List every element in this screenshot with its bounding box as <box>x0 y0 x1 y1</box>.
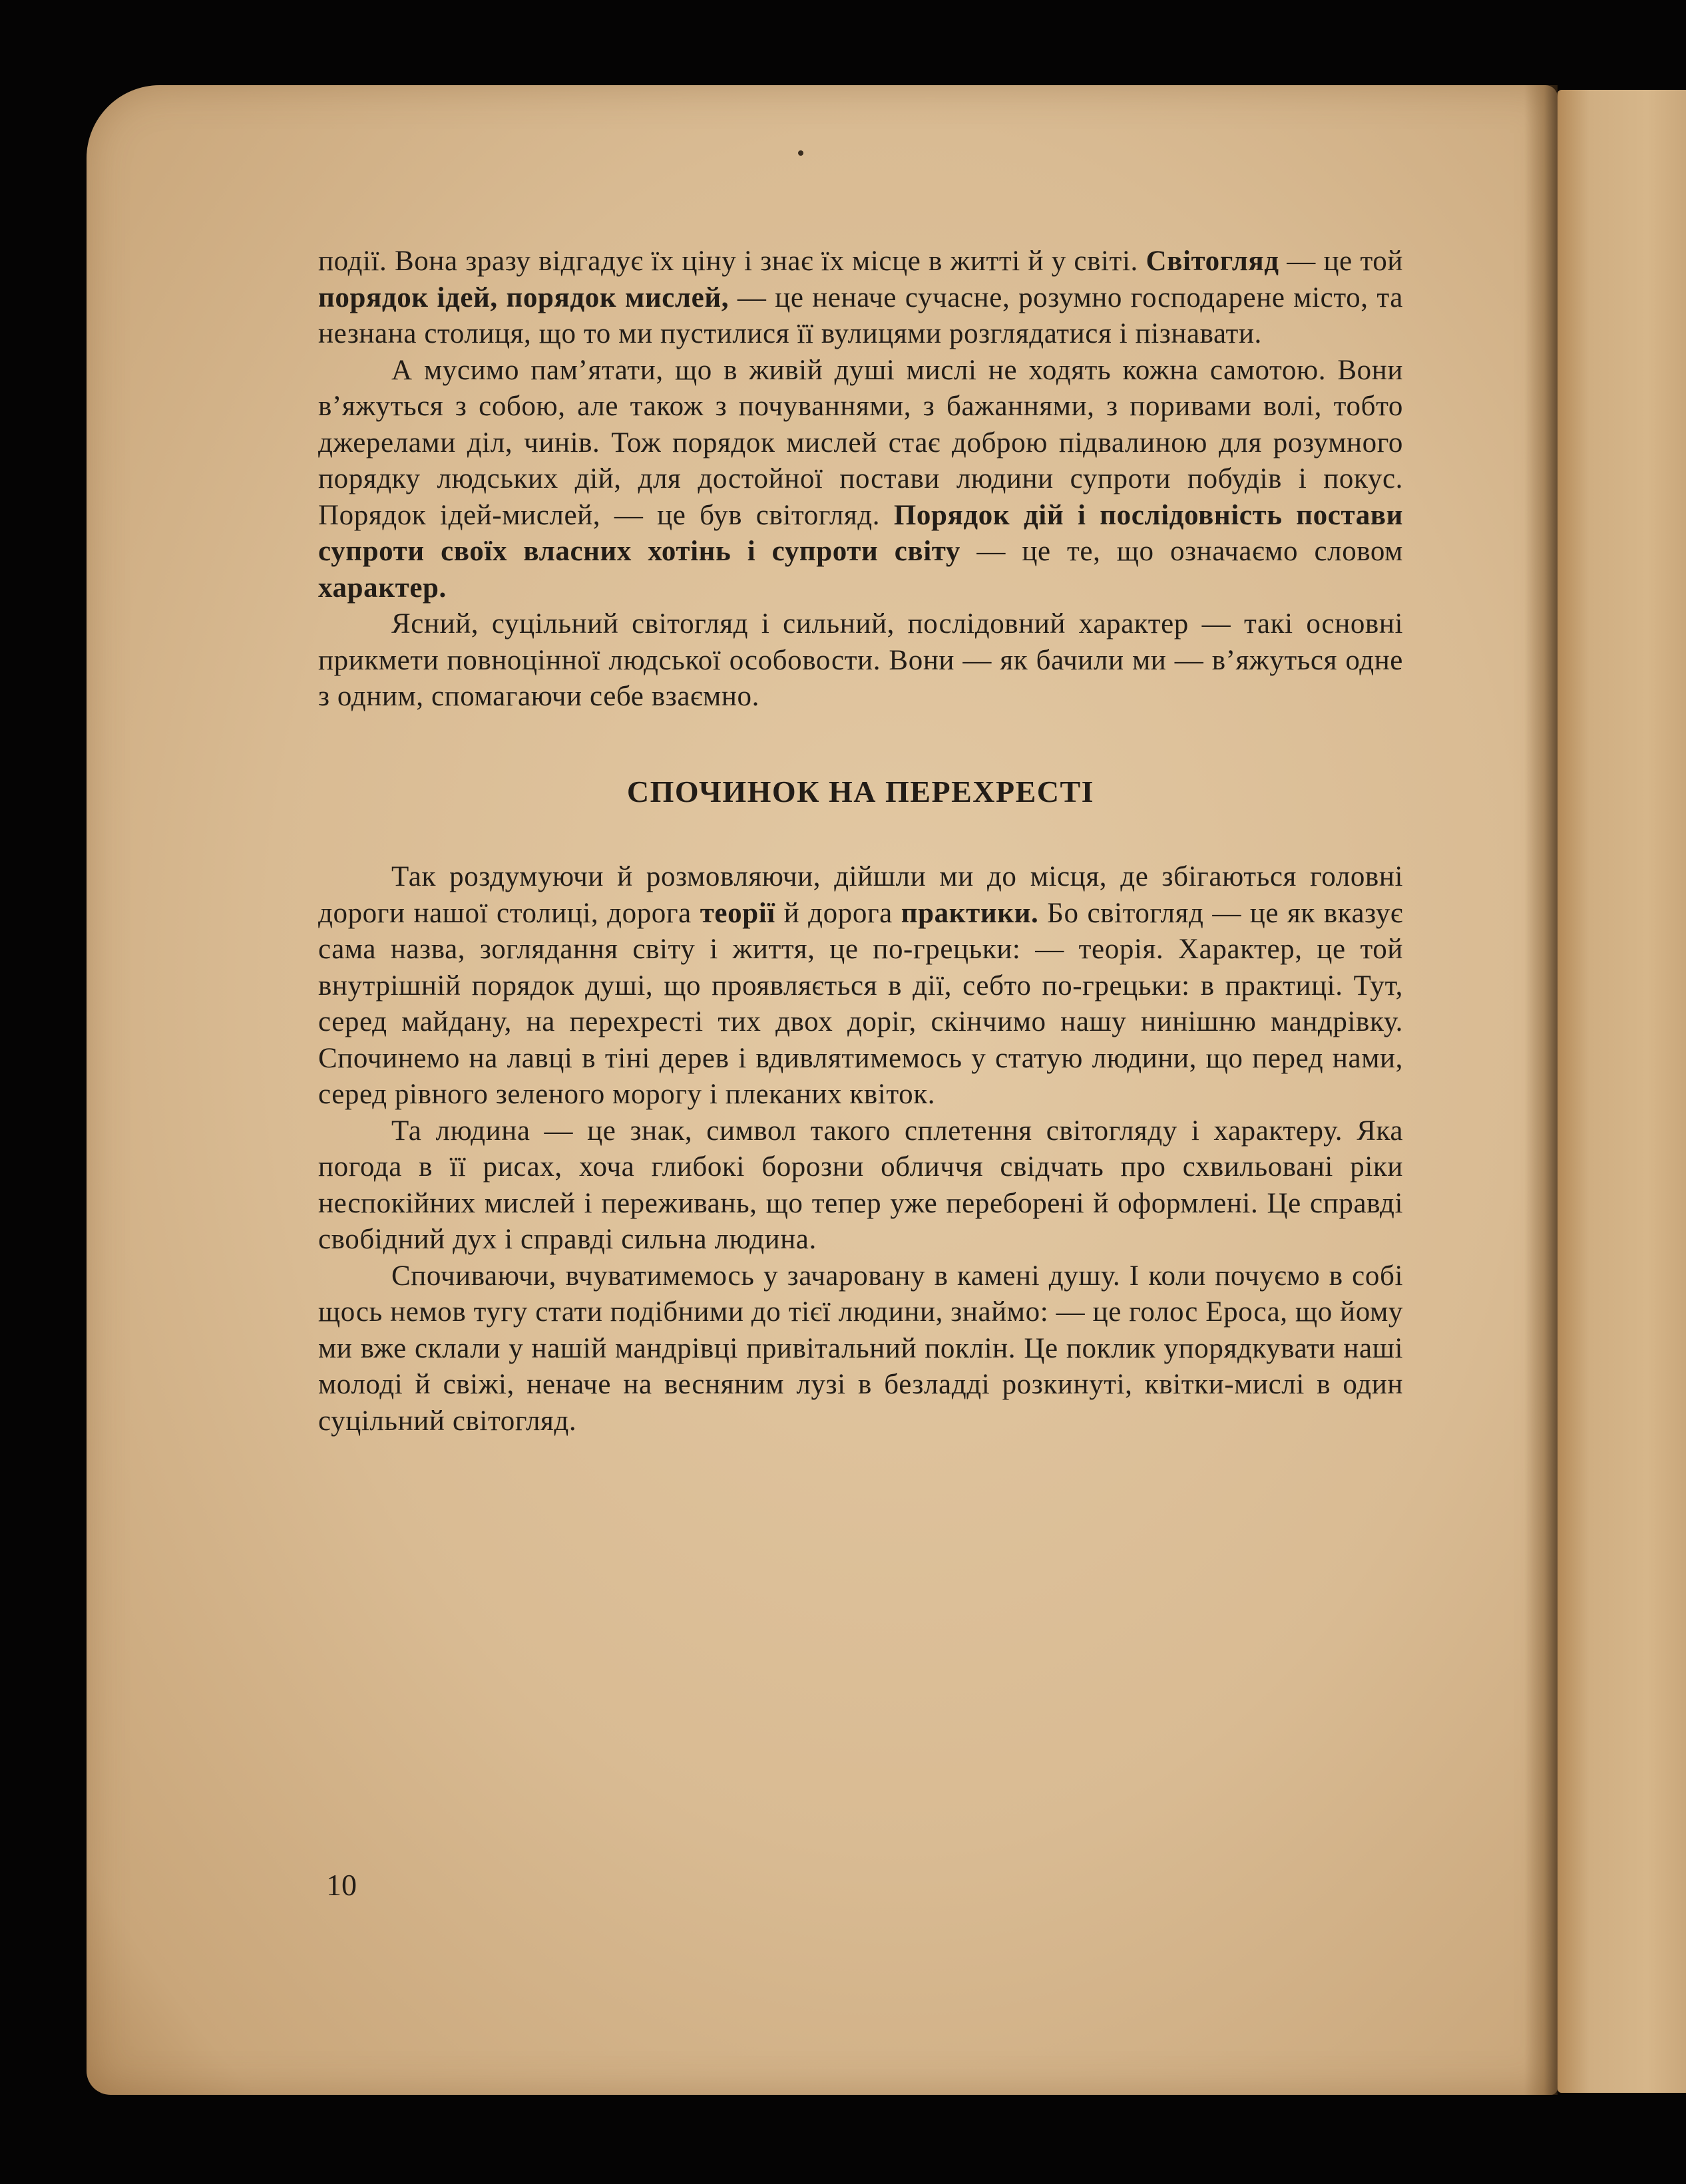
text-run: А мусимо пам’ятати, що в живій душі мислі не ходять кожна самотою. Вони в’яжуться з собою, але також з почуваннями, з бажаннями, з поривами волі, тобто джерелами діл, чинів. Тож порядок мислей стає доброю підвалиною для розумного порядку людських дій, для достойної постави людини супроти побудів і покус. Порядок ідей-мислей, — це був світогляд. <box>318 354 1403 531</box>
paragraph <box>318 353 1403 607</box>
text-run: Та людина — це знак, символ такого сплетення світогляду і характеру. Яка погода в її рисах, хоча глибокі борозни обличчя свідчать про схвильовані ріки неспокійних мислей і переживань, що тепер уже переборені й оформлені. Це справді свобідний дух і справді сильна людина. <box>318 1115 1403 1255</box>
paragraph <box>318 1258 1403 1440</box>
text-run: — це те, що означаємо словом <box>960 536 1403 567</box>
paragraph <box>318 606 1403 715</box>
bold-text: практики. <box>901 897 1039 929</box>
next-page-edge <box>1558 90 1686 2093</box>
paragraphs-bottom <box>318 859 1403 1439</box>
text-run: Бо світогляд — це як вказує сама назва, зоглядання світу і життя, це по-грецьки: — теорія. Характер, це той внутрішній порядок душі, що проявляється в дії, себто по-грецьки: в практиці. Тут, серед майдану, на перехресті тих двох доріг, скінчимо нашу нинішню мандрівку. Спочинемо на лавці в тіні дерев і вдивлятимемось у статую людини, що перед нами, серед рівного зеленого морогу і плеканих квіток. <box>318 897 1403 1110</box>
bold-text: теорії <box>700 897 775 929</box>
paragraph <box>318 859 1403 1113</box>
paragraph <box>318 1113 1403 1258</box>
text-run: — це неначе сучасне, розумно господарене місто, та незнана столиця, що то ми пустилися її вулицями розглядатися і пізнавати. <box>318 281 1403 349</box>
text-run: події. Вона зразу відгадує їх ціну і знає їх місце в житті й у світі. <box>318 246 1146 277</box>
section-heading: СПОЧИНОК НА ПЕРЕХРЕСТІ <box>626 774 1095 809</box>
text-run: — це той <box>1279 246 1403 277</box>
bold-text: Порядок дій і послідовність постави супроти своїх власних хотінь і супроти світу <box>318 499 1403 567</box>
text-run: Так роздумуючи й розмовляючи, дійшли ми до місця, де збігаються головні дороги нашої столиці, дорога <box>318 861 1403 929</box>
bold-text: Світогляд <box>1146 246 1279 277</box>
bold-text: порядок ідей, порядок мислей, <box>318 281 730 313</box>
ink-speck <box>798 150 803 156</box>
text-run: Ясний, суцільний світогляд і сильний, послідовний характер — такі основні прикмети повноцінної людської особовости. Вони — як бачили ми — в’яжуться одне з одним, спомагаючи себе взаємно. <box>318 608 1403 712</box>
page-number: 10 <box>326 1868 357 1902</box>
bold-text: характер. <box>318 572 447 604</box>
book-gutter <box>1524 85 1558 2095</box>
paragraphs-top <box>318 244 1403 715</box>
page-text <box>318 244 1403 1439</box>
paragraph <box>318 244 1403 353</box>
text-run: й дорога <box>775 897 901 929</box>
text-run: Спочиваючи, вчуватимемось у зачаровану в камені душу. І коли почуємо в собі щось немов тугу стати подібними до тієї людини, знаймо: — це голос Ероса, що йому ми вже склали у нашій мандрівці привітальний поклін. Це поклик упорядкувати наші молоді й свіжі, неначе на весняним лузі в безладді розкинуті, квітки-мислі в один суцільний світогляд. <box>318 1260 1403 1437</box>
